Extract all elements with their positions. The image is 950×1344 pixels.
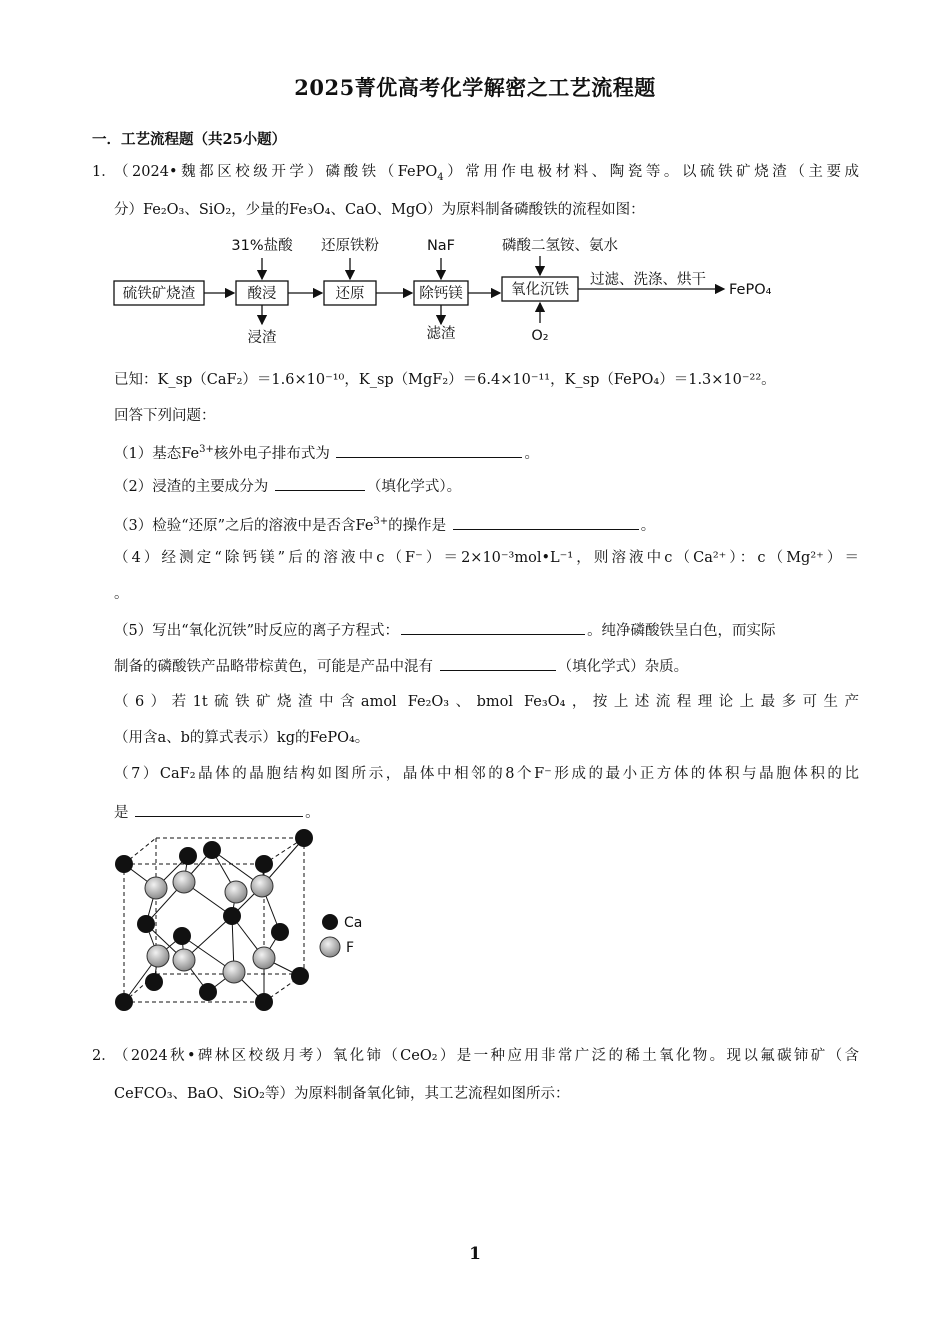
q1-flow-diagram <box>108 230 788 354</box>
flow-input-o2: O₂ <box>531 328 549 344</box>
page-number: 1 <box>469 1244 481 1264</box>
legend-ca-label: Ca <box>344 915 363 931</box>
f-ion <box>225 881 247 903</box>
flow-input-phosphate: 磷酸二氢铵、氨水 <box>502 238 618 254</box>
answer-blank-2[interactable] <box>275 476 365 491</box>
q1-part5: （5）写出“氧化沉铁”时反应的离子方程式： 。纯净磷酸铁呈白色，而实际 <box>114 620 776 641</box>
flow-box-reduce-label: 还原 <box>335 286 365 302</box>
q2-number: 2． <box>92 1048 116 1064</box>
legend-f-marker <box>320 937 340 957</box>
caf2-unit-cell-figure <box>104 826 384 1022</box>
q1-part7: （7）CaF₂晶体的晶胞结构如图所示，晶体中相邻的8个F⁻形成的最小正方体的体积与晶胞体积的比 <box>114 766 859 782</box>
flow-product: FePO₄ <box>729 282 772 298</box>
f-ion <box>223 961 245 983</box>
ca-ion <box>223 907 241 925</box>
flow-final-step: 过滤、洗涤、烘干 <box>590 272 706 288</box>
flow-input-naf: NaF <box>426 238 456 254</box>
q1-part4-end: 。 <box>114 586 129 602</box>
ca-ion <box>255 855 273 873</box>
answer-blank-5a[interactable] <box>401 620 585 635</box>
q1-intro-2: 分）Fe₂O₃、SiO₂，少量的Fe₃O₄、CaO、MgO）为原料制备磷酸铁的流程如图： <box>114 202 645 218</box>
q1-number: 1． <box>92 164 116 180</box>
flow-output-filter-residue: 滤渣 <box>426 326 456 342</box>
f-ion <box>251 875 273 897</box>
ca-ion <box>145 973 163 991</box>
section-heading: 一．工艺流程题（共25小题） <box>92 131 287 148</box>
q1-part3: （3）检验“还原”之后的溶液中是否含$Fe^{3+}$的操作是 。 <box>114 516 656 534</box>
flow-box-remove-label: 除钙镁 <box>419 286 463 302</box>
q1-intro: （2024•魏都区校级开学）磷酸铁（FePO$_4$）常用作电极材料、陶瓷等。以硫铁矿烧渣（主要成 <box>114 164 860 183</box>
answer-blank-3[interactable] <box>453 515 639 530</box>
ca-ion <box>255 993 273 1011</box>
q1-part5-2: 制备的磷酸铁产品略带棕黄色，可能是产品中混有 （填化学式）杂质。 <box>114 656 688 677</box>
f-ion <box>173 949 195 971</box>
q2-line2: CeFCO₃、BaO、SiO₂等）为原料制备氧化铈，其工艺流程如图所示： <box>114 1086 570 1102</box>
ca-ion <box>295 829 313 847</box>
flow-box-leach-label: 酸浸 <box>247 286 277 302</box>
answer-blank-1[interactable] <box>336 443 522 458</box>
f-ion <box>147 945 169 967</box>
answer-blank-5b[interactable] <box>440 656 556 671</box>
q1-part4: （4）经测定“除钙镁”后的溶液中c（F⁻）＝2×10⁻³mol•L⁻¹，则溶液中c（Ca²⁺）：c（Mg²⁺）＝ <box>114 550 859 566</box>
ca-ion <box>115 993 133 1011</box>
q1-part6-2: （用含a、b的算式表示）kg的FePO₄。 <box>114 730 370 746</box>
ca-ion <box>271 923 289 941</box>
flow-input-iron: 还原铁粉 <box>321 238 379 254</box>
flow-input-hcl: 31%盐酸 <box>231 238 293 254</box>
ca-ion <box>115 855 133 873</box>
ca-ion <box>291 967 309 985</box>
f-ion <box>145 877 167 899</box>
page-title: 2025菁优高考化学解密之工艺流程题 <box>294 75 656 100</box>
q1-answer-prompt: 回答下列问题： <box>114 408 216 424</box>
ca-ion <box>173 927 191 945</box>
q2-line1: （2024秋•碑林区校级月考）氧化铈（CeO₂）是一种应用非常广泛的稀土氧化物。现以氟碳铈矿（含 <box>114 1048 859 1064</box>
flow-box-oxidize-label: 氧化沉铁 <box>511 282 569 298</box>
flow-box-raw-label: 硫铁矿烧渣 <box>122 286 196 302</box>
answer-blank-7[interactable] <box>135 802 303 817</box>
q1-known: 已知：K_sp（CaF₂）＝1.6×10⁻¹⁰，K_sp（MgF₂）＝6.4×10⁻¹¹，K_sp（FePO₄）＝1.3×10⁻²²。 <box>114 372 776 388</box>
f-ion <box>253 947 275 969</box>
q1-part1: （1）基态$Fe^{3+}$核外电子排布式为 。 <box>114 444 539 462</box>
ca-ion <box>203 841 221 859</box>
legend-f-label: F <box>346 940 355 956</box>
flow-output-residue: 浸渣 <box>247 330 277 346</box>
f-ion <box>173 871 195 893</box>
q1-part7-2: 是 。 <box>114 802 320 823</box>
ca-ion <box>199 983 217 1001</box>
q1-part2: （2）浸渣的主要成分为 （填化学式）。 <box>114 476 461 497</box>
legend-ca-marker <box>322 914 338 930</box>
ca-ion <box>137 915 155 933</box>
ca-ion <box>179 847 197 865</box>
q1-part6: （6）若1t硫铁矿烧渣中含amol Fe₂O₃、bmol Fe₃O₄，按上述流程理论上最多可生产 <box>114 694 859 710</box>
